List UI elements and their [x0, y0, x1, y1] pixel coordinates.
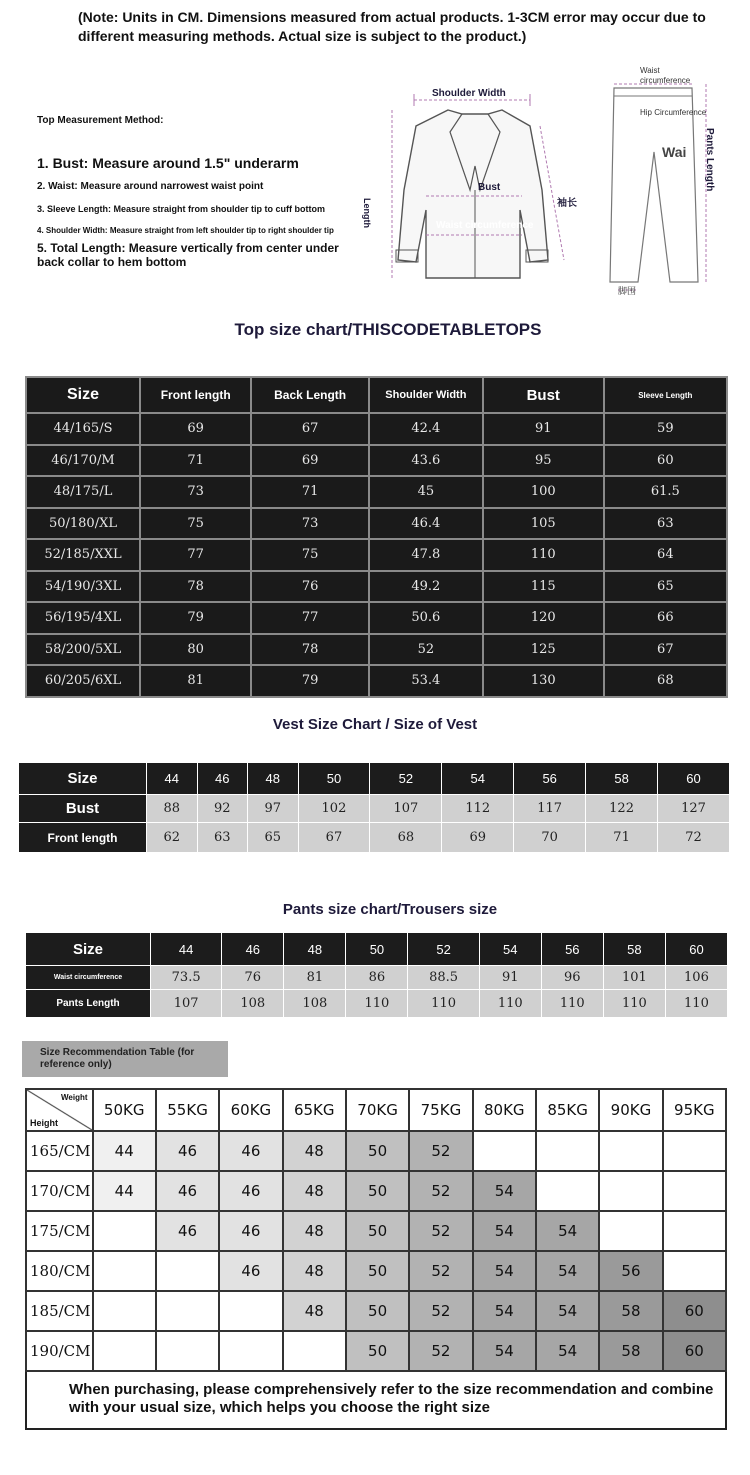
recommendation-row [26, 1131, 726, 1171]
jacket-diagram [362, 70, 585, 290]
pants-value-cell: 108 [222, 990, 284, 1018]
empty-cell [156, 1291, 219, 1331]
top-value-cell: 78 [251, 634, 368, 666]
method-item-shoulder: 4. Shoulder Width: Measure straight from left shoulder tip to right shoulder tip [37, 226, 334, 235]
empty-cell [599, 1171, 662, 1211]
pants-value-cell: 108 [284, 990, 346, 1018]
recommended-size-cell: 48 [283, 1171, 346, 1211]
top-value-cell: 45 [369, 476, 483, 508]
top-value-cell: 65 [604, 571, 727, 603]
empty-cell [663, 1171, 726, 1211]
method-item-bust: 1. Bust: Measure around 1.5" underarm [37, 155, 299, 171]
top-value-cell: 80 [140, 634, 252, 666]
recommended-size-cell: 50 [346, 1211, 409, 1251]
recommendation-row [26, 1331, 726, 1371]
weight-header: 60KG [219, 1089, 282, 1131]
vest-value-cell: 122 [586, 795, 658, 823]
recommended-size-cell: 54 [473, 1331, 536, 1371]
vest-size-header: 50 [298, 763, 370, 795]
vest-chart-title: Vest Size Chart / Size of Vest [272, 716, 478, 733]
top-value-cell: 60 [604, 445, 727, 477]
jacket-illustration [370, 70, 585, 290]
recommended-size-cell: 46 [219, 1131, 282, 1171]
vest-value-cell: 63 [197, 823, 248, 853]
vest-value-cell: 71 [586, 823, 658, 853]
top-header-sleeve: Sleeve Length [604, 377, 727, 413]
method-item-sleeve: 3. Sleeve Length: Measure straight from shoulder tip to cuff bottom [37, 204, 326, 214]
pants-size-header: 46 [222, 933, 284, 966]
top-table-row [26, 571, 727, 603]
top-table-row [26, 445, 727, 477]
top-value-cell: 95 [483, 445, 604, 477]
empty-cell [663, 1211, 726, 1251]
vest-value-cell: 92 [197, 795, 248, 823]
weight-header: 65KG [283, 1089, 346, 1131]
recommended-size-cell: 52 [409, 1251, 472, 1291]
recommendation-badge: Size Recommendation Table (for reference only) [22, 1041, 228, 1077]
pants-value-cell: 76 [222, 966, 284, 990]
recommended-size-cell: 60 [663, 1291, 726, 1331]
top-value-cell: 110 [483, 539, 604, 571]
top-header-size: Size [26, 377, 140, 413]
empty-cell [219, 1331, 282, 1371]
top-size-cell: 52/185/XXL [26, 539, 140, 571]
top-value-cell: 63 [604, 508, 727, 540]
pants-waist-label: Waist circumference [640, 66, 691, 85]
top-size-cell: 58/200/5XL [26, 634, 140, 666]
top-value-cell: 71 [251, 476, 368, 508]
top-size-cell: 54/190/3XL [26, 571, 140, 603]
pants-size-table [25, 932, 728, 1018]
top-header-front: Front length [140, 377, 252, 413]
pants-size-header: 60 [665, 933, 727, 966]
pants-hip-label: Hip Circumference [640, 108, 707, 117]
top-value-cell: 64 [604, 539, 727, 571]
top-value-cell: 76 [251, 571, 368, 603]
recommended-size-cell: 46 [156, 1211, 219, 1251]
pants-length-label: Pants Length [704, 128, 715, 192]
pants-value-cell: 96 [541, 966, 603, 990]
top-value-cell: 61.5 [604, 476, 727, 508]
recommended-size-cell: 50 [346, 1131, 409, 1171]
pants-row-label: Pants Length [26, 990, 151, 1018]
vest-size-header: 60 [658, 763, 730, 795]
pants-size-header: 54 [479, 933, 541, 966]
pants-table-row [26, 966, 728, 990]
recommended-size-cell: 54 [536, 1291, 599, 1331]
pants-size-header: 58 [603, 933, 665, 966]
top-size-cell: 46/170/M [26, 445, 140, 477]
empty-cell [536, 1171, 599, 1211]
top-value-cell: 105 [483, 508, 604, 540]
recommendation-row [26, 1291, 726, 1331]
recommended-size-cell: 54 [473, 1211, 536, 1251]
recommended-size-cell: 52 [409, 1171, 472, 1211]
empty-cell [93, 1251, 156, 1291]
top-value-cell: 59 [604, 413, 727, 445]
top-table-row [26, 476, 727, 508]
top-value-cell: 71 [140, 445, 252, 477]
pants-table-row [26, 990, 728, 1018]
top-value-cell: 91 [483, 413, 604, 445]
recommended-size-cell: 52 [409, 1331, 472, 1371]
vest-value-cell: 107 [370, 795, 442, 823]
recommended-size-cell: 44 [93, 1131, 156, 1171]
top-value-cell: 73 [140, 476, 252, 508]
measurement-note: (Note: Units in CM. Dimensions measured from actual products. 1-3CM error may occur due to different measuring methods. Actual size is subject to the product.) [78, 9, 706, 44]
weight-axis-label: Weight [61, 1093, 88, 1102]
recommended-size-cell: 58 [599, 1331, 662, 1371]
vest-value-cell: 62 [147, 823, 198, 853]
pants-value-cell: 110 [665, 990, 727, 1018]
top-value-cell: 67 [604, 634, 727, 666]
empty-cell [93, 1211, 156, 1251]
height-label: 185/CM [26, 1291, 93, 1331]
pants-row-label: Waist circumference [26, 966, 151, 990]
weight-header: 50KG [93, 1089, 156, 1131]
top-size-cell: 48/175/L [26, 476, 140, 508]
recommended-size-cell: 54 [536, 1211, 599, 1251]
vest-size-header: 54 [442, 763, 514, 795]
top-table-row [26, 508, 727, 540]
empty-cell [599, 1131, 662, 1171]
recommended-size-cell: 50 [346, 1331, 409, 1371]
vest-value-cell: 67 [298, 823, 370, 853]
top-value-cell: 42.4 [369, 413, 483, 445]
vest-header-size: Size [19, 763, 147, 795]
bust-label: Bust [478, 182, 501, 193]
pants-value-cell: 106 [665, 966, 727, 990]
top-header-bust: Bust [483, 377, 604, 413]
top-size-cell: 56/195/4XL [26, 602, 140, 634]
empty-cell [663, 1251, 726, 1291]
top-value-cell: 43.6 [369, 445, 483, 477]
pants-header-size: Size [26, 933, 151, 966]
top-value-cell: 130 [483, 665, 604, 697]
top-value-cell: 77 [251, 602, 368, 634]
empty-cell [663, 1131, 726, 1171]
recommendation-footer: When purchasing, please comprehensively refer to the size recommendation and combine with your usual size, which helps you choose the right size [25, 1372, 727, 1430]
recommended-size-cell: 52 [409, 1291, 472, 1331]
vest-size-table [18, 762, 730, 853]
vest-size-header: 44 [147, 763, 198, 795]
pants-value-cell: 110 [479, 990, 541, 1018]
recommended-size-cell: 56 [599, 1251, 662, 1291]
vest-table-row [19, 823, 730, 853]
recommendation-row [26, 1171, 726, 1211]
pants-value-cell: 107 [151, 990, 222, 1018]
vest-value-cell: 69 [442, 823, 514, 853]
top-value-cell: 69 [140, 413, 252, 445]
recommended-size-cell: 52 [409, 1131, 472, 1171]
vest-table-row [19, 795, 730, 823]
top-table-row [26, 539, 727, 571]
vest-size-header: 58 [586, 763, 658, 795]
top-value-cell: 79 [251, 665, 368, 697]
top-header-shoulder: Shoulder Width [369, 377, 483, 413]
recommended-size-cell: 48 [283, 1291, 346, 1331]
empty-cell [219, 1291, 282, 1331]
top-value-cell: 69 [251, 445, 368, 477]
top-value-cell: 81 [140, 665, 252, 697]
weight-header: 80KG [473, 1089, 536, 1131]
top-value-cell: 77 [140, 539, 252, 571]
pants-size-header: 50 [346, 933, 408, 966]
recommended-size-cell: 46 [156, 1131, 219, 1171]
method-item-waist: 2. Waist: Measure around narrowest waist point [37, 181, 264, 192]
top-size-table [25, 376, 728, 698]
vest-size-header: 56 [514, 763, 586, 795]
pants-value-cell: 73.5 [151, 966, 222, 990]
top-value-cell: 68 [604, 665, 727, 697]
top-value-cell: 115 [483, 571, 604, 603]
weight-header: 70KG [346, 1089, 409, 1131]
recommended-size-cell: 58 [599, 1291, 662, 1331]
recommended-size-cell: 44 [93, 1171, 156, 1211]
top-value-cell: 79 [140, 602, 252, 634]
pants-foot-label: 脚围 [618, 286, 637, 296]
recommended-size-cell: 50 [346, 1171, 409, 1211]
pants-value-cell: 81 [284, 966, 346, 990]
empty-cell [473, 1131, 536, 1171]
height-label: 180/CM [26, 1251, 93, 1291]
recommended-size-cell: 48 [283, 1131, 346, 1171]
pants-size-header: 52 [408, 933, 479, 966]
recommended-size-cell: 50 [346, 1291, 409, 1331]
top-value-cell: 100 [483, 476, 604, 508]
recommended-size-cell: 54 [473, 1171, 536, 1211]
vest-value-cell: 65 [248, 823, 299, 853]
top-value-cell: 50.6 [369, 602, 483, 634]
top-table-row [26, 413, 727, 445]
recommended-size-cell: 54 [536, 1331, 599, 1371]
recommended-size-cell: 46 [219, 1171, 282, 1211]
recommended-size-cell: 60 [663, 1331, 726, 1371]
pants-value-cell: 110 [603, 990, 665, 1018]
waist-circumference-label: Waist circumference [436, 220, 534, 231]
vest-size-header: 52 [370, 763, 442, 795]
recommended-size-cell: 48 [283, 1251, 346, 1291]
pants-value-cell: 110 [346, 990, 408, 1018]
vest-size-header: 46 [197, 763, 248, 795]
pants-chart-title: Pants size chart/Trousers size [282, 901, 498, 918]
top-table-row [26, 665, 727, 697]
pants-value-cell: 101 [603, 966, 665, 990]
vest-row-label: Front length [19, 823, 147, 853]
height-label: 165/CM [26, 1131, 93, 1171]
pants-value-cell: 91 [479, 966, 541, 990]
empty-cell [156, 1331, 219, 1371]
height-label: 190/CM [26, 1331, 93, 1371]
recommended-size-cell: 46 [219, 1211, 282, 1251]
empty-cell [536, 1131, 599, 1171]
recommended-size-cell: 54 [536, 1251, 599, 1291]
top-size-cell: 44/165/S [26, 413, 140, 445]
weight-header: 75KG [409, 1089, 472, 1131]
vest-value-cell: 127 [658, 795, 730, 823]
vest-value-cell: 102 [298, 795, 370, 823]
pants-wai-label: Wai [662, 144, 687, 160]
recommended-size-cell: 46 [219, 1251, 282, 1291]
method-item-length: 5. Total Length: Measure vertically from center under back collar to hem bottom [37, 241, 339, 269]
vest-value-cell: 68 [370, 823, 442, 853]
top-value-cell: 125 [483, 634, 604, 666]
length-label: Length [362, 198, 372, 228]
pants-size-header: 44 [151, 933, 222, 966]
top-value-cell: 53.4 [369, 665, 483, 697]
empty-cell [283, 1331, 346, 1371]
vest-value-cell: 72 [658, 823, 730, 853]
weight-header: 55KG [156, 1089, 219, 1131]
vest-value-cell: 117 [514, 795, 586, 823]
vest-value-cell: 97 [248, 795, 299, 823]
top-value-cell: 52 [369, 634, 483, 666]
top-chart-title: Top size chart/THISCODETABLETOPS [234, 320, 542, 339]
pants-value-cell: 86 [346, 966, 408, 990]
top-size-cell: 50/180/XL [26, 508, 140, 540]
top-value-cell: 46.4 [369, 508, 483, 540]
recommended-size-cell: 52 [409, 1211, 472, 1251]
pants-value-cell: 110 [541, 990, 603, 1018]
weight-header: 90KG [599, 1089, 662, 1131]
pants-value-cell: 88.5 [408, 966, 479, 990]
top-header-back: Back Length [251, 377, 368, 413]
recommendation-table [25, 1088, 727, 1372]
height-label: 175/CM [26, 1211, 93, 1251]
recommended-size-cell: 48 [283, 1211, 346, 1251]
pants-size-header: 48 [284, 933, 346, 966]
recommendation-row [26, 1211, 726, 1251]
recommendation-row [26, 1251, 726, 1291]
top-table-row [26, 634, 727, 666]
vest-size-header: 48 [248, 763, 299, 795]
method-title: Top Measurement Method: [37, 115, 164, 126]
top-value-cell: 47.8 [369, 539, 483, 571]
pants-size-header: 56 [541, 933, 603, 966]
height-label: 170/CM [26, 1171, 93, 1211]
vest-row-label: Bust [19, 795, 147, 823]
top-value-cell: 78 [140, 571, 252, 603]
top-value-cell: 75 [251, 539, 368, 571]
pants-illustration [600, 62, 720, 302]
weight-height-corner [26, 1089, 93, 1131]
recommended-size-cell: 54 [473, 1291, 536, 1331]
empty-cell [93, 1331, 156, 1371]
empty-cell [156, 1251, 219, 1291]
pants-value-cell: 110 [408, 990, 479, 1018]
recommended-size-cell: 50 [346, 1251, 409, 1291]
weight-header: 85KG [536, 1089, 599, 1131]
weight-header: 95KG [663, 1089, 726, 1131]
shoulder-width-label: Shoulder Width [432, 88, 506, 99]
vest-value-cell: 88 [147, 795, 198, 823]
recommended-size-cell: 46 [156, 1171, 219, 1211]
top-value-cell: 120 [483, 602, 604, 634]
recommended-size-cell: 54 [473, 1251, 536, 1291]
top-value-cell: 67 [251, 413, 368, 445]
pants-diagram [600, 62, 720, 302]
vest-value-cell: 70 [514, 823, 586, 853]
empty-cell [599, 1211, 662, 1251]
height-axis-label: Height [30, 1118, 58, 1128]
top-size-cell: 60/205/6XL [26, 665, 140, 697]
empty-cell [93, 1291, 156, 1331]
top-table-row [26, 602, 727, 634]
top-value-cell: 73 [251, 508, 368, 540]
top-value-cell: 75 [140, 508, 252, 540]
top-value-cell: 66 [604, 602, 727, 634]
top-value-cell: 49.2 [369, 571, 483, 603]
sleeve-label: 袖长 [557, 198, 577, 209]
vest-value-cell: 112 [442, 795, 514, 823]
